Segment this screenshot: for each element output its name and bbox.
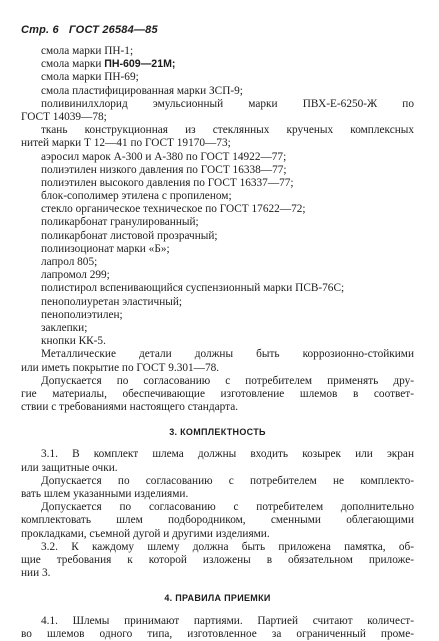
text-line: прокладками, съемной дугой и другими изделиями.	[21, 527, 270, 540]
text-line: поливинилхлорид эмульсионный марки ПВХ-Е-6250-Ж по	[41, 97, 414, 110]
text-line: смола марки ПН-1;	[41, 45, 134, 57]
text-line: смола марки ПН-69;	[41, 71, 139, 84]
text-line	[21, 58, 414, 71]
text-line: Допускается по согласованию с потребителем дополнительно	[41, 501, 414, 514]
text-line: ствии с требованиями настоящего стандарта.	[21, 401, 239, 414]
page-number: Стр. 6	[21, 24, 59, 36]
text-line: 4.1. Шлемы принимают партиями. Партией считают количест-	[41, 614, 414, 627]
text-line: 3.1. В комплект шлема должны входить козырек или экран	[41, 448, 414, 461]
text-line: Допускается по согласованию с потребителем не комплекто-	[41, 474, 414, 487]
page-header	[21, 24, 158, 36]
section-4-body	[21, 615, 414, 641]
text-line: блок-сополимер этилена с пропиленом;	[41, 190, 232, 203]
text-line: смола пластифицированная марки ЗСП-9;	[41, 84, 243, 97]
text-line: поликарбонат листовой прозрачный;	[41, 229, 218, 242]
text-line: аэросил марок А-300 и А-380 по ГОСТ 14922—77;	[41, 150, 287, 163]
text-line: вать шлем указанными изделиями.	[21, 488, 189, 500]
text-line: полистирол вспенивающийся суспензионный марки ПСВ-76С;	[41, 282, 345, 295]
section-3-title: 3. КОМПЛЕКТНОСТЬ	[169, 427, 266, 438]
text-line: во шлемов одного типа, изготовленное за ограниченный проме-	[21, 627, 414, 640]
text-line: полиэтилен низкого давления по ГОСТ 16338—77;	[41, 163, 287, 176]
text-line: 3.2. К каждому шлему должна быть приложена памятка, об-	[41, 540, 414, 553]
text-line: щие требования к которой изложены в обязательном приложе-	[21, 553, 414, 566]
standard-number: ГОСТ 26584—85	[68, 24, 158, 36]
text-line: или иметь покрытие по ГОСТ 9.301—78.	[21, 361, 220, 374]
text-line: комплектовать шлем подбородником, сменными облегающими	[21, 514, 414, 527]
section-4-title: 4. ПРАВИЛА ПРИЕМКИ	[164, 593, 271, 604]
text-line: пенополиуретан эластичный;	[41, 295, 183, 308]
text-line: пенополиэтилен;	[41, 308, 123, 321]
text-line: Металлические детали должны быть коррозионно-стойкими	[41, 348, 414, 361]
text-line: гие материалы, обеспечивающие изготовление шлемов в соответ-	[21, 387, 414, 400]
document-body	[21, 45, 414, 641]
text-line: или защитные очки.	[21, 461, 118, 474]
bold-text-segment: ПН-609—21М;	[104, 58, 176, 71]
text-line: Допускается по согласованию с потребителем применять дру-	[41, 374, 414, 387]
text-line: ГОСТ 14039—78;	[21, 110, 107, 123]
text-line: кнопки КК-5.	[41, 335, 106, 348]
materials-list	[21, 45, 414, 414]
section-3-body	[21, 448, 414, 580]
text-line: полиэтилен высокого давления по ГОСТ 16337—77;	[41, 176, 294, 189]
text-line: заклепки;	[41, 321, 88, 334]
text-line: лапрол 805;	[41, 256, 98, 268]
text-line: поликарбонат гранулированный;	[41, 216, 199, 229]
text-line: стекло органическое техническое по ГОСТ 17622—72;	[41, 203, 306, 216]
text-line: лапромол 299;	[41, 269, 110, 282]
text-line: ткань конструкционная из стеклянных крученых комплексных	[41, 124, 414, 137]
text-line: полиизоционат марки «Б»;	[41, 242, 170, 255]
text-line: нии 3.	[21, 567, 51, 580]
text-segment: смола марки	[41, 58, 105, 71]
text-line: нитей марки Т 12—41 по ГОСТ 19170—73;	[21, 137, 231, 150]
